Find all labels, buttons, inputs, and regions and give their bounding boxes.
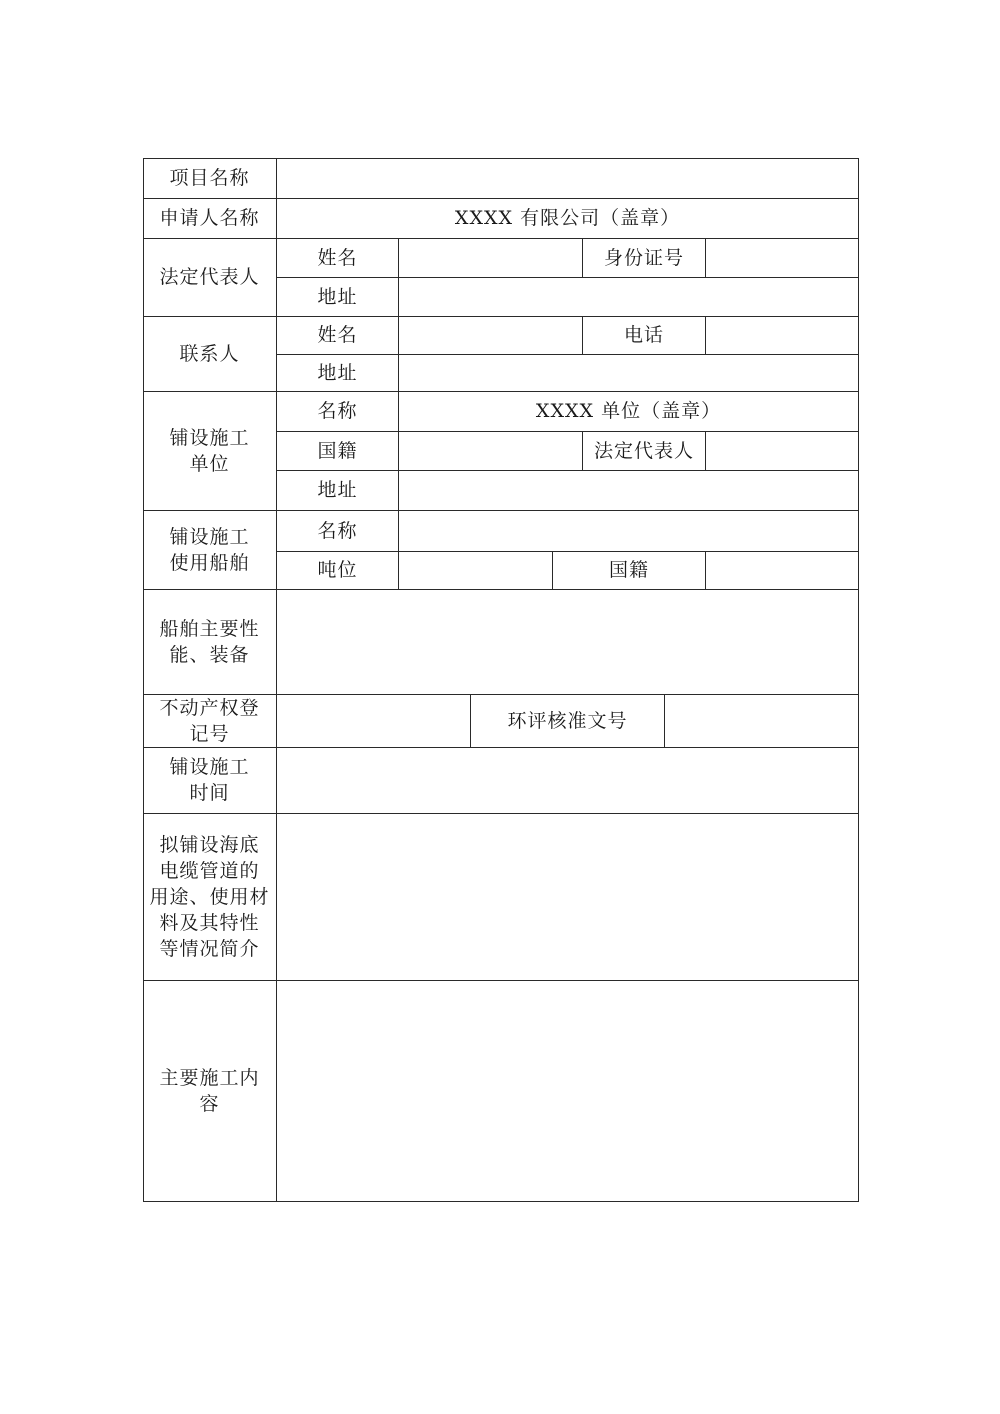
vessel-label bbox=[143, 510, 276, 589]
vessel-name-field[interactable] bbox=[399, 510, 858, 551]
main-content-label bbox=[143, 980, 276, 1201]
legal-rep-label: 法定代表人 bbox=[159, 266, 260, 288]
label-line: 主要施工内 bbox=[159, 1066, 260, 1089]
unit-legal-rep-field[interactable] bbox=[706, 431, 858, 470]
legal-rep-address-label: 地址 bbox=[317, 285, 358, 308]
contact-phone-label: 电话 bbox=[623, 324, 664, 346]
construction-unit-label bbox=[143, 391, 276, 510]
label-line: 等情况简介 bbox=[159, 937, 260, 960]
label-line: 单位 bbox=[189, 452, 230, 475]
vessel-tonnage-label: 吨位 bbox=[317, 559, 358, 581]
legal-rep-address-field[interactable] bbox=[399, 277, 858, 316]
cable-intro-label bbox=[143, 813, 276, 980]
project-name-label: 项目名称 bbox=[169, 167, 250, 189]
label-line: 时间 bbox=[189, 782, 230, 804]
unit-name-field[interactable]: XXXX 单位（盖章） bbox=[535, 400, 722, 422]
unit-nationality-label: 国籍 bbox=[317, 439, 358, 462]
contact-address-field[interactable] bbox=[399, 354, 858, 391]
property-label bbox=[143, 694, 276, 747]
legal-rep-name-label: 姓名 bbox=[317, 246, 358, 269]
unit-address-label: 地址 bbox=[317, 479, 358, 501]
label-line: 铺设施工 bbox=[169, 525, 250, 548]
label-line: 记号 bbox=[189, 722, 230, 745]
unit-name-label: 名称 bbox=[317, 400, 358, 422]
contact-address-label: 地址 bbox=[317, 361, 358, 384]
construction-time-field[interactable] bbox=[277, 747, 858, 813]
label-line: 拟铺设海底 bbox=[159, 833, 260, 856]
contact-name-label: 姓名 bbox=[317, 324, 358, 346]
label-line: 铺设施工 bbox=[169, 426, 250, 449]
legal-rep-id-label: 身份证号 bbox=[603, 246, 684, 269]
unit-legal-rep-label: 法定代表人 bbox=[593, 439, 694, 462]
label-line: 不动产权登 bbox=[159, 696, 260, 719]
cable-intro-field[interactable] bbox=[277, 813, 858, 980]
label-line: 使用船舶 bbox=[169, 551, 250, 574]
applicant-field[interactable]: XXXX 有限公司（盖章） bbox=[454, 207, 681, 229]
label-line: 船舶主要性 bbox=[159, 617, 260, 640]
label-line: 用途、使用材 bbox=[149, 885, 270, 908]
contact-phone-field[interactable] bbox=[706, 316, 858, 354]
table-border bbox=[858, 158, 859, 1202]
vessel-name-label: 名称 bbox=[317, 519, 358, 542]
label-line: 铺设施工 bbox=[169, 756, 250, 778]
vessel-performance-label bbox=[143, 589, 276, 694]
contact-name-field[interactable] bbox=[399, 316, 582, 354]
unit-nationality-field[interactable] bbox=[399, 431, 582, 470]
vessel-tonnage-field[interactable] bbox=[399, 551, 552, 589]
label-line: 电缆管道的 bbox=[159, 859, 260, 882]
contact-label: 联系人 bbox=[179, 342, 240, 365]
project-name-field[interactable] bbox=[277, 158, 858, 198]
main-content-field[interactable] bbox=[277, 980, 858, 1201]
label-line: 容 bbox=[199, 1092, 220, 1115]
label-line: 能、装备 bbox=[169, 643, 250, 666]
vessel-nationality-label: 国籍 bbox=[608, 559, 649, 581]
label-line: 料及其特性 bbox=[159, 911, 260, 934]
property-field[interactable] bbox=[277, 694, 470, 747]
eia-label: 环评核准文号 bbox=[507, 709, 628, 732]
unit-address-field[interactable] bbox=[399, 470, 858, 510]
legal-rep-id-field[interactable] bbox=[706, 238, 858, 277]
table-border bbox=[143, 1201, 859, 1202]
applicant-label: 申请人名称 bbox=[159, 207, 260, 229]
vessel-performance-field[interactable] bbox=[277, 589, 858, 694]
eia-field[interactable] bbox=[665, 694, 858, 747]
legal-rep-name-field[interactable] bbox=[399, 238, 582, 277]
vessel-nationality-field[interactable] bbox=[706, 551, 858, 589]
application-form bbox=[143, 158, 859, 1202]
construction-time-label bbox=[143, 747, 276, 813]
